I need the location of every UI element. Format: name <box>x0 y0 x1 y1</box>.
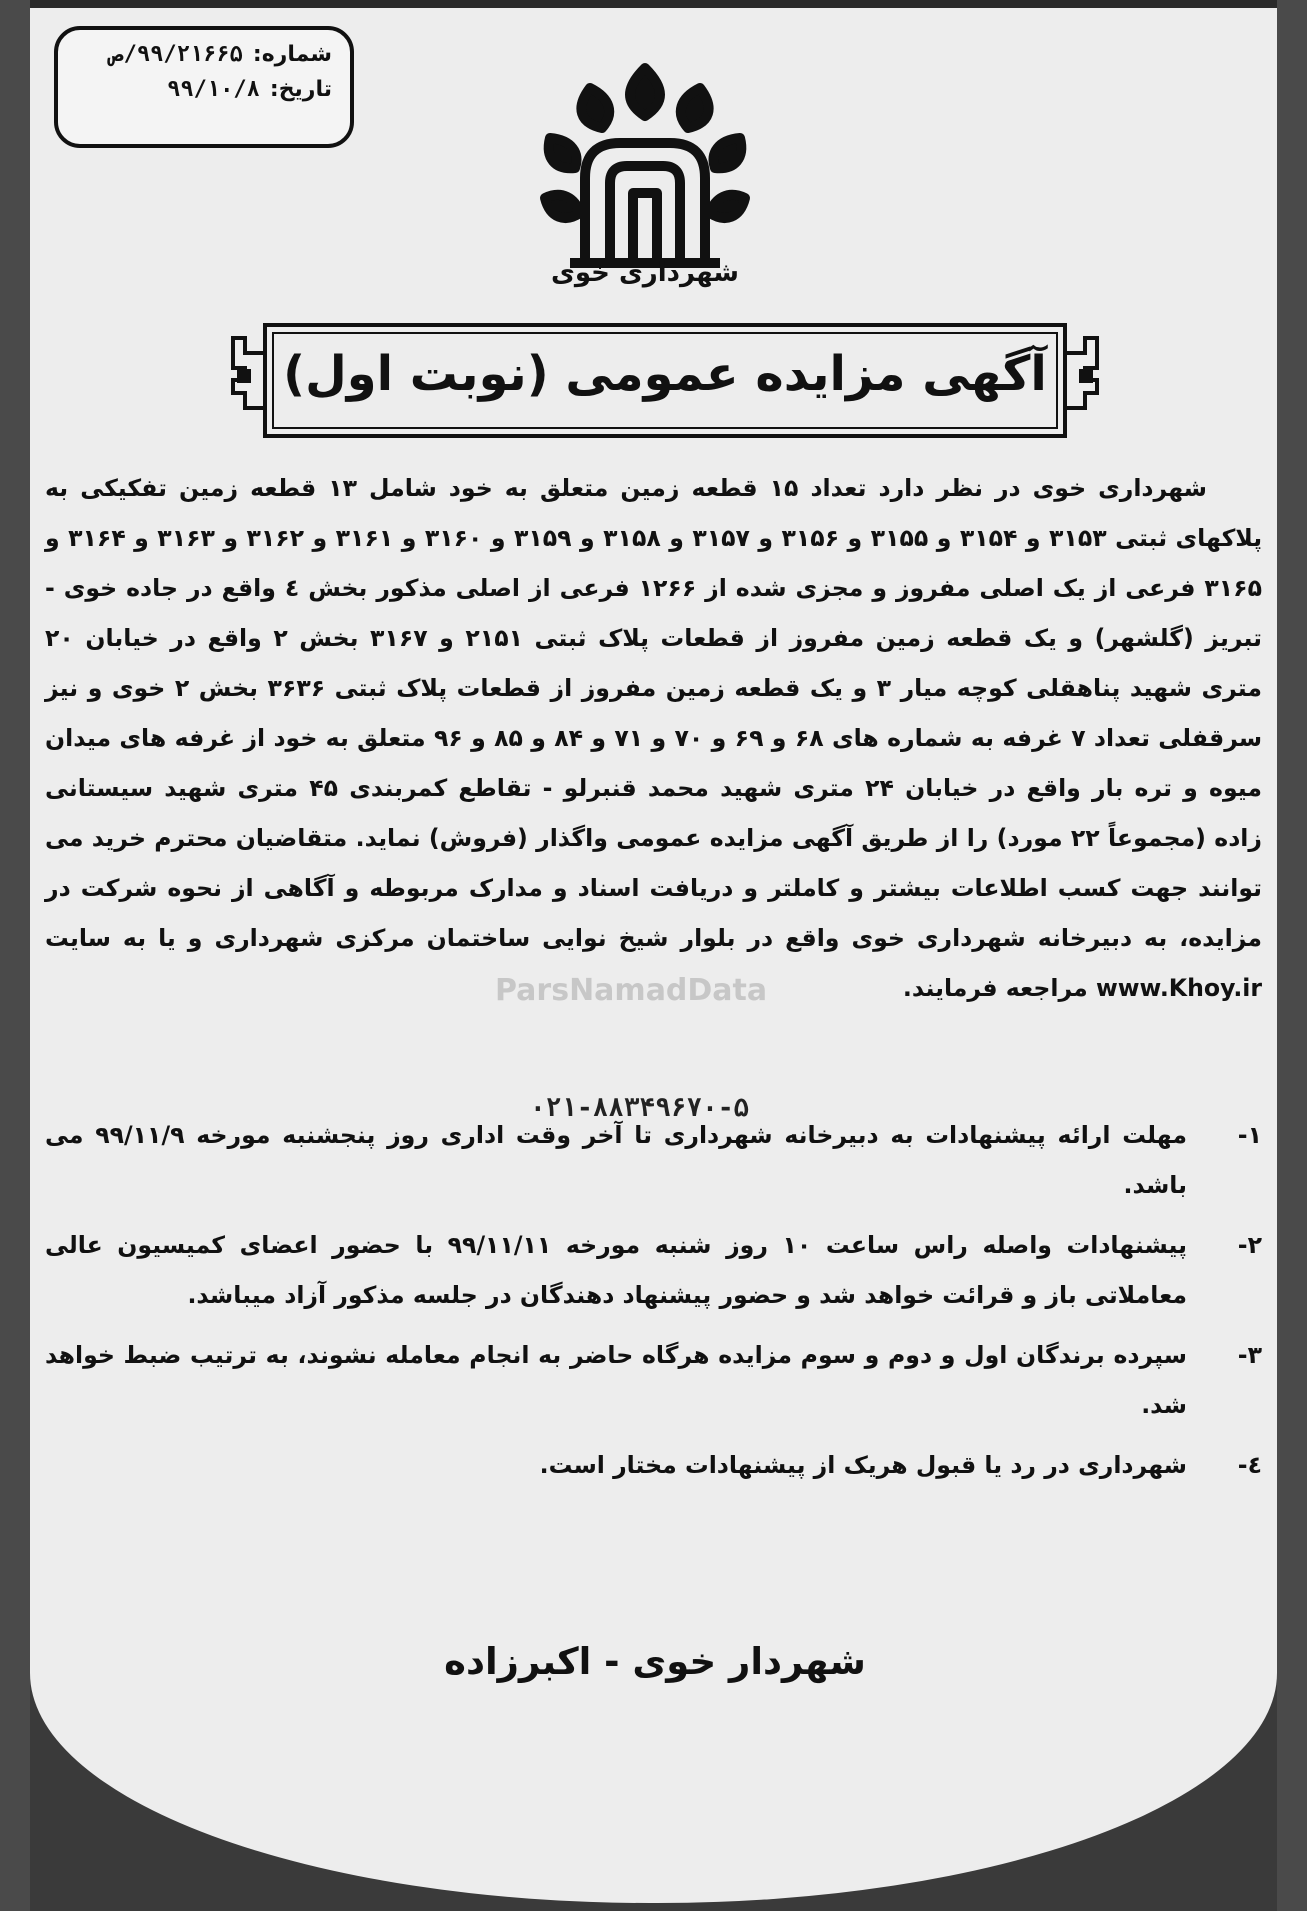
left-margin <box>0 0 30 1911</box>
conditions-list <box>45 1110 1262 1500</box>
notice-body <box>45 463 1262 1013</box>
date-value: ۹۹/۱۰/۸ <box>167 77 260 102</box>
condition-number: ۳- <box>1237 1341 1262 1369</box>
logo-caption: شهرداری خوی <box>551 258 739 288</box>
watermark-phone: ۰۲۱-۸۸۳۴۹۶۷۰-۵ <box>530 1093 750 1123</box>
number-value: ۹۹/۲۱۶۶۵/ص <box>110 42 243 67</box>
condition-text: سپرده برندگان اول و دوم و سوم مزایده هرگاه حاضر به انجام معامله نشوند، به ترتیب ضبط خواهد شد. <box>45 1341 1187 1419</box>
condition-text: پیشنهادات واصله راس ساعت ۱۰ روز شنبه مورخه ۹۹/۱۱/۱۱ با حضور اعضای کمیسیون عالی معاملاتی باز و قرائت خواهد شد و حضور پیشنهاد دهندگان در جلسه مذکور آزاد میباشد. <box>45 1231 1187 1309</box>
notice-title: آگهی مزایده عمومی (نوبت اول) <box>283 346 1047 402</box>
condition-number: ۱- <box>1237 1121 1262 1149</box>
condition-text: شهرداری در رد یا قبول هریک از پیشنهادات مختار است. <box>539 1451 1187 1479</box>
condition-item <box>45 1220 1262 1320</box>
body-paragraph: شهرداری خوی در نظر دارد تعداد ۱۵ قطعه زمین متعلق به خود شامل ۱۳ قطعه زمین تفکیکی به پلاکهای ثبتی ۳۱۵۳ و ۳۱۵۴ و ۳۱۵۵ و ۳۱۵۶ و ۳۱۵۷ و ۳۱۵۸ و ۳۱۵۹ و ۳۱۶۰ و ۳۱۶۱ و ۳۱۶۲ و ۳۱۶۳ و ۳۱۶۴ و ۳۱۶۵ فرعی از یک اصلی مفروز و مجزی شده از ۱۲۶۶ فرعی از اصلی مذکور بخش ٤ واقع در جاده خوی - تبریز (گلشهر) و یک قطعه زمین مفروز از قطعات پلاک ثبتی ۲۱۵۱ و ۳۱۶۷ بخش ۲ واقع در خیابان ۲۰ متری شهید پناهقلی کوچه میار ۳ و یک قطعه زمین مفروز از قطعات پلاک ثبتی ۳۶۳۶ بخش ۲ خوی و نیز سرقفلی تعداد ۷ غرفه به شماره های ۶۸ و ۶۹ و ۷۰ و ۷۱ و ۸۴ و ۸۵ و ۹۶ متعلق به خود از غرفه های میدان میوه و تره بار واقع در خیابان ۲۴ متری شهید محمد قنبرلو - تقاطع کمربندی ۴۵ متری شهید سیستانی زاده (مجموعاً ۲۲ مورد) را از طریق آگهی مزایده عمومی واگذار (فروش) نماید. متقاضیان محترم خرید می توانند جهت کسب اطلاعات بیشتر و کاملتر و دریافت اسناد و مدارک مربوطه و آگاهی از نحوه شرکت در مزایده، به دبیرخانه شهرداری خوی واقع در بلوار شیخ نوایی ساختمان مرکزی شهرداری و یا به سایت www.Khoy.ir مراجعه فرمایند. <box>45 474 1263 1002</box>
date-label: تاریخ: <box>269 77 332 102</box>
condition-number: ۲- <box>1237 1231 1262 1259</box>
condition-item <box>45 1440 1262 1490</box>
number-line <box>76 42 332 67</box>
condition-item <box>45 1330 1262 1430</box>
condition-number: ٤- <box>1237 1451 1262 1479</box>
watermark-brand: ParsNamadData <box>495 973 768 1008</box>
top-band <box>0 0 1307 8</box>
condition-item <box>45 1110 1262 1210</box>
reference-box <box>54 26 354 148</box>
number-label: شماره: <box>252 42 332 67</box>
signature: شهردار خوی - اکبرزاده <box>444 1640 866 1683</box>
right-margin <box>1277 0 1307 1911</box>
notice-sheet <box>30 8 1277 1903</box>
condition-text: مهلت ارائه پیشنهادات به دبیرخانه شهرداری تا آخر وقت اداری روز پنجشنبه مورخه ۹۹/۱۱/۹ می باشد. <box>45 1121 1187 1199</box>
date-line <box>76 77 332 102</box>
